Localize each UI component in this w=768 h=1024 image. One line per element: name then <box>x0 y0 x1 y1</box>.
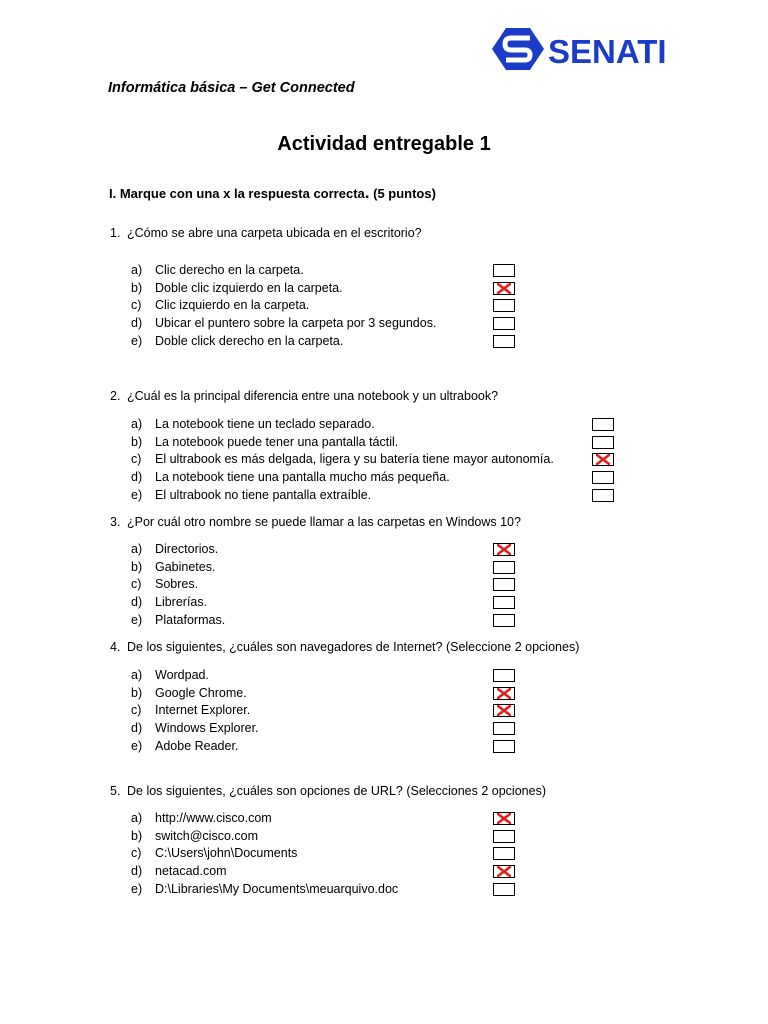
option-letter: b) <box>131 828 143 843</box>
option-letter: e) <box>131 612 143 627</box>
checkbox[interactable] <box>493 669 515 682</box>
option-letter: b) <box>131 280 143 295</box>
question-text: De los siguientes, ¿cuáles son navegadores de Internet? (Seleccione 2 opciones) <box>127 640 580 654</box>
checkbox[interactable] <box>592 436 614 449</box>
option-letter: b) <box>131 685 143 700</box>
question-number: 5. <box>110 784 121 798</box>
option-letter: e) <box>131 333 143 348</box>
option-letter: b) <box>131 434 143 449</box>
question-text: ¿Cuál es la principal diferencia entre una notebook y un ultrabook? <box>127 389 499 403</box>
option-letter: c) <box>131 846 142 861</box>
checkbox-checked[interactable] <box>592 453 614 466</box>
option-text: http://www.cisco.com <box>155 811 272 825</box>
question-5 <box>110 784 546 798</box>
option-text: Clic izquierdo en la carpeta. <box>155 298 310 313</box>
question-text: De los siguientes, ¿cuáles son opciones de URL? (Selecciones 2 opciones) <box>127 784 546 798</box>
x-mark-icon <box>497 283 511 294</box>
logo-text: SENATI <box>548 33 667 70</box>
checkbox[interactable] <box>493 614 515 627</box>
course-title: Informática básica – Get Connected <box>108 80 355 96</box>
checkbox-checked[interactable] <box>493 812 515 825</box>
checkbox[interactable] <box>493 561 515 574</box>
option-letter: a) <box>131 542 143 556</box>
x-mark-icon <box>596 454 610 465</box>
option-letter: c) <box>131 452 142 467</box>
option-text: Sobres. <box>155 577 199 592</box>
option-letter: b) <box>131 559 143 574</box>
x-mark-icon <box>497 813 511 824</box>
x-mark-icon <box>497 544 511 555</box>
option-text: Clic derecho en la carpeta. <box>155 263 304 277</box>
question-number: 2. <box>110 389 121 403</box>
checkbox[interactable] <box>493 740 515 753</box>
checkbox[interactable] <box>493 883 515 896</box>
option-text: Ubicar el puntero sobre la carpeta por 3 segundos. <box>155 316 437 331</box>
senati-logo <box>492 25 684 73</box>
instruction-points: (5 puntos) <box>369 186 436 201</box>
option-letter: d) <box>131 864 143 879</box>
checkbox[interactable] <box>592 471 614 484</box>
option-text: La notebook tiene una pantalla mucho más pequeña. <box>155 470 450 485</box>
option-text: Doble click derecho en la carpeta. <box>155 333 344 348</box>
option-text: Plataformas. <box>155 612 226 627</box>
option-letter: e) <box>131 487 143 502</box>
instruction-dot: . <box>364 183 370 202</box>
checkbox[interactable] <box>493 264 515 277</box>
question-number: 1. <box>110 226 121 240</box>
question-2 <box>110 389 498 403</box>
checkbox[interactable] <box>493 722 515 735</box>
checkbox-checked[interactable] <box>493 865 515 878</box>
option-text: switch@cisco.com <box>155 828 258 843</box>
x-mark-icon <box>497 688 511 699</box>
question-4 <box>110 640 579 654</box>
option-text: La notebook puede tener una pantalla táctil. <box>155 434 399 449</box>
option-letter: d) <box>131 470 143 485</box>
checkbox-checked[interactable] <box>493 687 515 700</box>
option-text: El ultrabook es más delgada, ligera y su batería tiene mayor autonomía. <box>155 452 554 467</box>
checkbox[interactable] <box>493 596 515 609</box>
option-letter: a) <box>131 811 143 825</box>
option-letter: a) <box>131 417 143 431</box>
option-letter: e) <box>131 881 143 896</box>
option-letter: d) <box>131 595 143 610</box>
checkbox-checked[interactable] <box>493 543 515 556</box>
checkbox[interactable] <box>493 847 515 860</box>
instruction-text: I. Marque con una x la respuesta correcta <box>109 186 365 201</box>
option-letter: a) <box>131 263 143 277</box>
question-1 <box>110 226 422 240</box>
option-text: Gabinetes. <box>155 559 216 574</box>
checkbox-checked[interactable] <box>493 282 515 295</box>
option-text: Doble clic izquierdo en la carpeta. <box>155 280 343 295</box>
option-text: Adobe Reader. <box>155 738 239 753</box>
option-text: Google Chrome. <box>155 685 247 700</box>
checkbox[interactable] <box>592 489 614 502</box>
x-mark-icon <box>497 866 511 877</box>
option-text: D:\Libraries\My Documents\meuarquivo.doc <box>155 881 399 896</box>
option-letter: c) <box>131 577 142 592</box>
option-text: Internet Explorer. <box>155 703 251 718</box>
checkbox[interactable] <box>493 299 515 312</box>
checkbox[interactable] <box>493 578 515 591</box>
question-number: 4. <box>110 640 121 654</box>
page-title: Actividad entregable 1 <box>277 133 491 155</box>
option-letter: c) <box>131 703 142 718</box>
option-text: C:\Users\john\Documents <box>155 846 298 861</box>
option-text: Directorios. <box>155 542 219 556</box>
option-text: Librerías. <box>155 595 208 610</box>
checkbox[interactable] <box>592 418 614 431</box>
checkbox[interactable] <box>493 317 515 330</box>
option-letter: a) <box>131 668 143 682</box>
checkbox[interactable] <box>493 335 515 348</box>
x-mark-icon <box>497 705 511 716</box>
checkbox-checked[interactable] <box>493 704 515 717</box>
option-letter: e) <box>131 738 143 753</box>
option-letter: d) <box>131 316 143 331</box>
question-text: ¿Por cuál otro nombre se puede llamar a las carpetas en Windows 10? <box>127 515 521 529</box>
option-letter: c) <box>131 298 142 313</box>
instruction <box>109 183 436 203</box>
option-text: La notebook tiene un teclado separado. <box>155 417 375 431</box>
question-text: ¿Cómo se abre una carpeta ubicada en el escritorio? <box>127 226 422 240</box>
option-text: El ultrabook no tiene pantalla extraíble. <box>155 487 372 502</box>
option-letter: d) <box>131 721 143 736</box>
option-text: Wordpad. <box>155 668 209 682</box>
checkbox[interactable] <box>493 830 515 843</box>
option-text: Windows Explorer. <box>155 721 259 736</box>
option-text: netacad.com <box>155 864 227 879</box>
question-number: 3. <box>110 515 121 529</box>
question-3 <box>110 515 521 529</box>
senati-logo-icon <box>492 25 684 73</box>
